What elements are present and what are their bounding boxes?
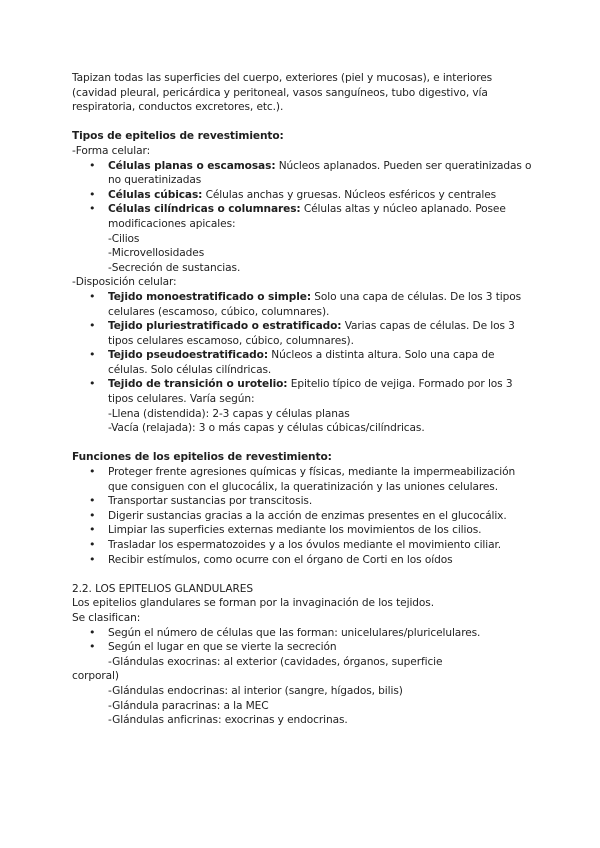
transicion-llena: -Llena (distendida): 2-3 capas y células planas	[108, 407, 350, 420]
list-item: • Células planas o escamosas: Núcleos aplanados. Pueden ser queratinizadas o no queratinizadas	[72, 159, 532, 188]
list-item: • Digerir sustancias gracias a la acción de enzimas presentes en el glucocálix.	[72, 509, 532, 524]
tipos-heading: Tipos de epitelios de revestimiento:	[72, 130, 284, 143]
glandulas-endocrinas: -Glándulas endocrinas: al interior (sangre, hígados, bilis)	[108, 684, 403, 697]
list-item: • Según el número de células que las forman: unicelulares/pluricelulares.	[72, 626, 532, 641]
list-item: • Según el lugar en que se vierte la secreción	[72, 640, 532, 655]
list-item: • Células cúbicas: Células anchas y gruesas. Núcleos esféricos y centrales	[72, 188, 532, 203]
intro-paragraph: Tapizan todas las superficies del cuerpo, exteriores (piel y mucosas), e interiores (cavidad pleural, pericárdica y peritoneal, vasos sanguíneos, tubo digestivo, vía respiratoria, conductos excretores, etc.).	[72, 72, 493, 114]
glandulas-exocrinas: -Glándulas exocrinas: al exterior (cavidades, órganos, superficie	[108, 655, 443, 668]
list-item: • Proteger frente agresiones químicas y físicas, mediante la impermeabilización que consiguen con el glucocálix, la queratinización y las uniones celulares.	[72, 465, 532, 494]
list-item: • Tejido de transición o urotelio: Epitelio típico de vejiga. Formado por los 3 tipos celulares. Varía según:	[72, 377, 532, 406]
glandulas-exocrinas-cont: corporal)	[72, 670, 119, 683]
list-item: • Limpiar las superficies externas mediante los movimientos de los cilios.	[72, 523, 532, 538]
funciones-heading: Funciones de los epitelios de revestimiento:	[72, 451, 332, 464]
apical-cilios: -Cilios	[108, 232, 140, 245]
glandulares-line: Se clasifican:	[72, 611, 141, 624]
disposicion-label: -Disposición celular:	[72, 276, 177, 289]
glandulas-anficrinas: -Glándulas anficrinas: exocrinas y endocrinas.	[108, 714, 348, 727]
glandulas-paracrinas: -Glándula paracrinas: a la MEC	[108, 699, 269, 712]
document-page	[72, 71, 532, 728]
transicion-vacia: -Vacía (relajada): 3 o más capas y células cúbicas/cilíndricas.	[108, 422, 425, 435]
apical-microvellosidades: -Microvellosidades	[108, 247, 205, 260]
list-item: • Tejido monoestratificado o simple: Solo una capa de células. De los 3 tipos celulares (escamoso, cúbico, columnares).	[72, 290, 532, 319]
list-item: • Trasladar los espermatozoides y a los óvulos mediante el movimiento ciliar.	[72, 538, 532, 553]
glandulares-heading: 2.2. LOS EPITELIOS GLANDULARES	[72, 582, 253, 595]
list-item: • Células cilíndricas o columnares: Células altas y núcleo aplanado. Posee modificaciones apicales:	[72, 202, 532, 231]
list-item: • Tejido pluriestratificado o estratificado: Varias capas de células. De los 3 tipos celulares escamoso, cúbico, columnares).	[72, 319, 532, 348]
forma-label: -Forma celular:	[72, 144, 151, 157]
list-item: • Recibir estímulos, como ocurre con el órgano de Corti en los oídos	[72, 553, 532, 568]
list-item: • Tejido pseudoestratificado: Núcleos a distinta altura. Solo una capa de células. Solo células cilíndricas.	[72, 348, 532, 377]
apical-secrecion: -Secreción de sustancias.	[108, 261, 241, 274]
glandulares-line: Los epitelios glandulares se forman por la invaginación de los tejidos.	[72, 597, 434, 610]
list-item: • Transportar sustancias por transcitosis.	[72, 494, 532, 509]
